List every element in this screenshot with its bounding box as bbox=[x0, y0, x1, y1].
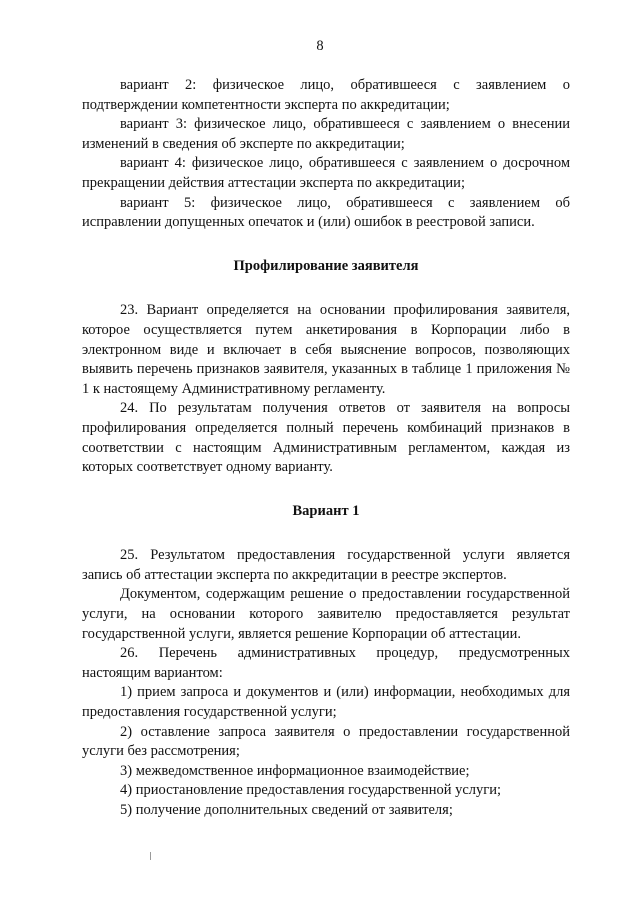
variant-4-paragraph: вариант 4: физическое лицо, обратившееся с заявлением о досрочном прекращении действия аттестации эксперта по аккредитации; bbox=[82, 155, 570, 191]
paragraph-23: 23. Вариант определяется на основании профилирования заявителя, которое осуществляется путем анкетирования в Корпорации либо в электронном виде и включает в себя выяснение вопросов, позволяющих выявить перечень признаков заявителя, указанных в таблице 1 приложения № 1 к настоящему Административному регламенту. bbox=[82, 302, 570, 397]
paragraph-26: 26. Перечень административных процедур, предусмотренных настоящим вариантом: bbox=[82, 645, 570, 681]
list-item: 2) оставление запроса заявителя о предоставлении государственной услуги без рассмотрения; bbox=[82, 723, 570, 760]
scan-artifact bbox=[150, 852, 151, 860]
spacer bbox=[82, 478, 570, 502]
variant-5-paragraph: вариант 5: физическое лицо, обратившееся с заявлением об исправлении допущенных опечаток и (или) ошибок в реестровой записи. bbox=[82, 194, 570, 231]
spacer bbox=[82, 276, 570, 301]
spacer bbox=[82, 233, 570, 257]
section-heading-profiling: Профилирование заявителя bbox=[233, 257, 419, 274]
paragraph-25: 25. Результатом предоставления государственной услуги является запись об аттестации эксперта по аккредитации в реестре экспертов. bbox=[82, 547, 570, 583]
paragraph-24: 24. По результатам получения ответов от заявителя на вопросы профилирования определяется полный перечень комбинаций признаков в соответствии с настоящим Административным регламентом, каждая из которых соответствует одному варианту. bbox=[82, 400, 570, 476]
spacer bbox=[82, 521, 570, 546]
list-item: 4) приостановление предоставления государственной услуги; bbox=[120, 782, 502, 799]
paragraph-decision-document: Документом, содержащим решение о предоставлении государственной услуги, на основании которого заявителю предоставляется результат государственной услуги, является решение Корпорации об аттестации. bbox=[82, 586, 570, 642]
section-heading-variant-1: Вариант 1 bbox=[292, 502, 360, 519]
list-item: 5) получение дополнительных сведений от заявителя; bbox=[120, 802, 453, 818]
list-item: 1) прием запроса и документов и (или) информации, необходимых для предоставления государственной услуги; bbox=[82, 684, 570, 721]
list-item: 3) межведомственное информационное взаимодействие; bbox=[120, 762, 470, 779]
variant-2-paragraph: вариант 2: физическое лицо, обратившееся с заявлением о подтверждении компетентности эксперта по аккредитации; bbox=[82, 77, 570, 113]
variant-3-paragraph: вариант 3: физическое лицо, обратившееся с заявлением о внесении изменений в сведения об эксперте по аккредитации; bbox=[82, 116, 570, 152]
page-number: 8 bbox=[316, 38, 324, 54]
page-content bbox=[82, 76, 570, 821]
